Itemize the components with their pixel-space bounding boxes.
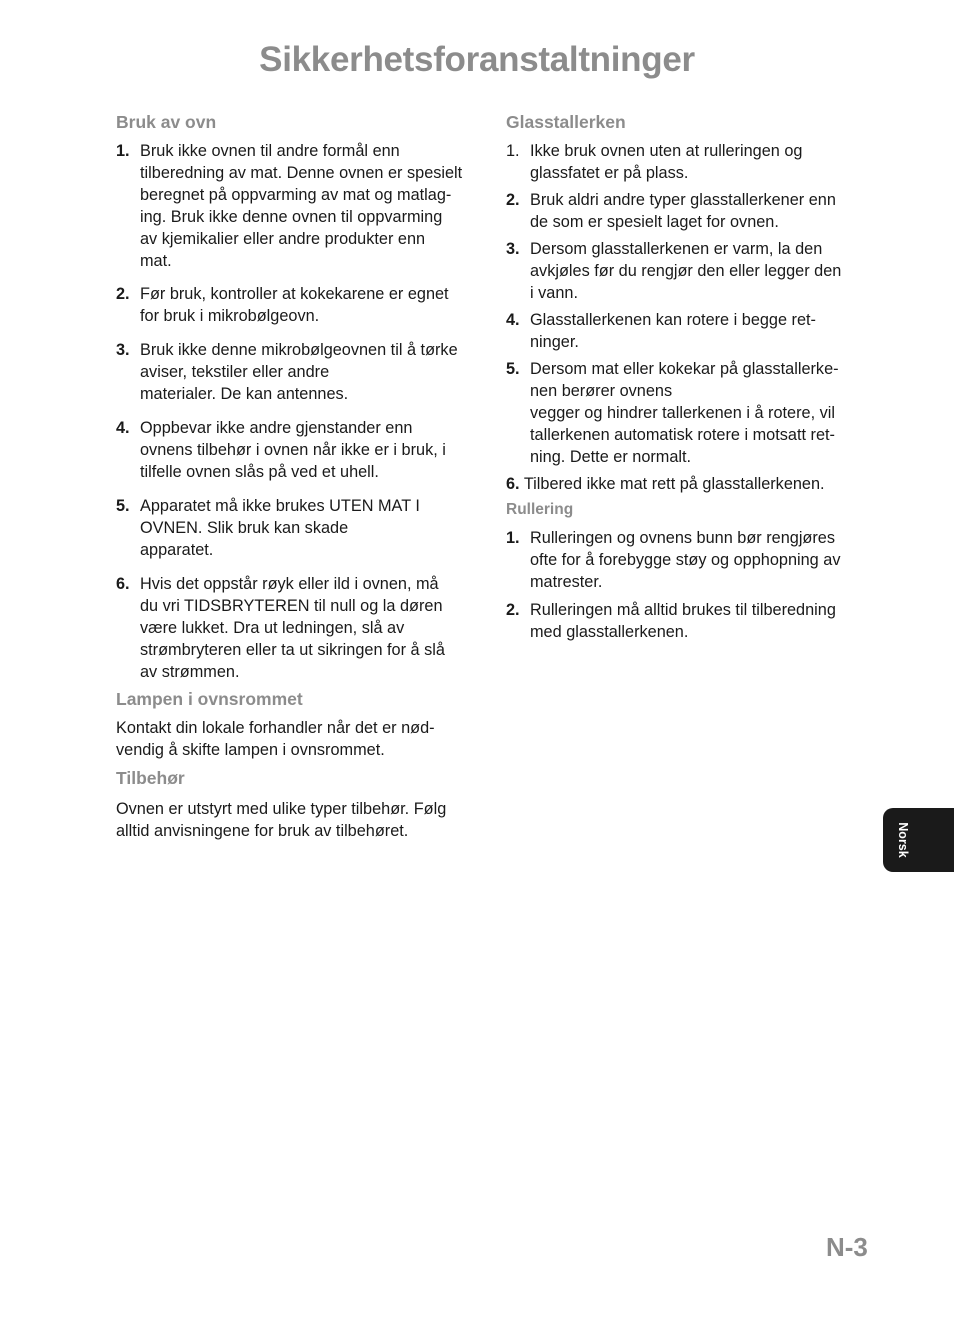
list-item xyxy=(116,573,486,683)
list-number: 2. xyxy=(506,601,520,619)
list-text xyxy=(530,140,871,184)
text-line: tilberedning av mat. Denne ovnen er spesielt xyxy=(140,164,463,182)
left-column xyxy=(116,110,486,842)
text-line: alltid anvisningene for bruk av tilbehøret. xyxy=(116,822,409,840)
tilbehor-paragraph xyxy=(116,798,486,842)
text-line: Hvis det oppstår røyk eller ild i ovnen, må xyxy=(140,575,439,593)
text-line: Kontakt din lokale forhandler når det er nød- xyxy=(116,719,435,737)
text-line: tilfelle ovnen slås på ved et uhell. xyxy=(140,463,379,481)
list-item xyxy=(506,599,871,643)
text-line: Bruk ikke ovnen til andre formål enn xyxy=(140,142,400,160)
text-line: for bruk i mikrobølgeovn. xyxy=(140,307,320,325)
text-line: Bruk aldri andre typer glasstallerkener enn xyxy=(530,191,836,209)
right-column xyxy=(506,110,871,643)
text-line: i vann. xyxy=(530,284,578,302)
list-item xyxy=(506,309,871,353)
text-line: Apparatet må ikke brukes UTEN MAT I xyxy=(140,497,420,515)
list-item xyxy=(116,417,486,483)
text-line: Dersom mat eller kokekar på glasstallerke- xyxy=(530,360,839,378)
text-line: Rulleringen og ovnens bunn bør rengjøres xyxy=(530,529,835,547)
text-line: Glasstallerkenen kan rotere i begge ret- xyxy=(530,311,816,329)
page-title: Sikkerhetsforanstaltninger xyxy=(259,40,695,79)
text-line: Oppbevar ikke andre gjenstander enn xyxy=(140,419,413,437)
text-line: Ikke bruk ovnen uten at rulleringen og xyxy=(530,142,803,160)
text-line: av strømmen. xyxy=(140,663,240,681)
text-line: ning. Dette er normalt. xyxy=(530,448,692,466)
list-text xyxy=(530,358,871,468)
section-heading-bruk-av-ovn: Bruk av ovn xyxy=(116,112,217,132)
section-heading-tilbehor: Tilbehør xyxy=(116,768,185,788)
list-item xyxy=(506,473,871,495)
list-number: 3. xyxy=(116,341,130,359)
list-item xyxy=(506,140,871,184)
list-text xyxy=(530,238,871,304)
list-item xyxy=(506,189,871,233)
list-number: 2. xyxy=(506,191,520,209)
text-line: ing. Bruk ikke denne ovnen til oppvarming xyxy=(140,208,443,226)
list-text xyxy=(530,599,871,643)
list-number: 3. xyxy=(506,240,520,258)
list-text xyxy=(140,417,486,483)
text-line: Ovnen er utstyrt med ulike typer tilbehør. Følg xyxy=(116,800,447,818)
list-number: 5. xyxy=(506,360,520,378)
list-item xyxy=(506,358,871,468)
list-text xyxy=(140,495,486,561)
text-line: mat. xyxy=(140,252,172,270)
text-line: OVNEN. Slik bruk kan skade xyxy=(140,519,349,537)
list-text xyxy=(530,527,871,593)
list-text xyxy=(140,573,486,683)
list-text: Tilbered ikke mat rett på glasstallerkenen. xyxy=(523,475,825,493)
list-item xyxy=(506,238,871,304)
list-number: 6. xyxy=(116,575,130,593)
text-line: strømbryteren eller ta ut sikringen for å slå xyxy=(140,641,445,659)
text-line: materialer. De kan antennes. xyxy=(140,385,349,403)
section-heading-glasstallerken: Glasstallerken xyxy=(506,112,626,132)
list-number: 4. xyxy=(506,311,520,329)
text-line: Rulleringen må alltid brukes til tilberedning xyxy=(530,601,836,619)
text-line: med glasstallerkenen. xyxy=(530,623,689,641)
list-text xyxy=(530,309,871,353)
lampen-paragraph xyxy=(116,717,486,761)
list-item xyxy=(116,140,486,272)
list-text xyxy=(530,189,871,233)
text-line: tallerkenen automatisk rotere i motsatt ret- xyxy=(530,426,835,444)
list-number: 4. xyxy=(116,419,130,437)
text-line: avkjøles før du rengjør den eller legger den xyxy=(530,262,842,280)
text-line: Før bruk, kontroller at kokekarene er egnet xyxy=(140,285,449,303)
text-line: være lukket. Dra ut ledningen, slå av xyxy=(140,619,405,637)
page-number: N-3 xyxy=(826,1232,868,1262)
list-text xyxy=(140,283,486,327)
text-line: apparatet. xyxy=(140,541,214,559)
language-tab-label: Norsk xyxy=(896,822,910,858)
section-heading-rullering: Rullering xyxy=(506,501,574,518)
text-line: glassfatet er på plass. xyxy=(530,164,689,182)
section-heading-lampen: Lampen i ovnsrommet xyxy=(116,689,303,709)
list-number: 1. xyxy=(116,142,130,160)
list-text xyxy=(140,339,486,405)
text-line: aviser, tekstiler eller andre xyxy=(140,363,330,381)
list-item xyxy=(506,527,871,593)
text-line: ofte for å forebygge støy og opphopning av xyxy=(530,551,841,569)
list-item xyxy=(116,339,486,405)
text-line: Dersom glasstallerkenen er varm, la den xyxy=(530,240,823,258)
text-line: beregnet på oppvarming av mat og matlag- xyxy=(140,186,452,204)
list-item xyxy=(116,283,486,327)
text-line: du vri TIDSBRYTEREN til null og la døren xyxy=(140,597,443,615)
text-line: Bruk ikke denne mikrobølgeovnen til å tørke xyxy=(140,341,458,359)
list-item xyxy=(116,495,486,561)
list-number: 1. xyxy=(506,142,520,160)
text-line: vendig å skifte lampen i ovnsrommet. xyxy=(116,741,385,759)
list-text xyxy=(140,140,486,272)
text-line: nen berører ovnens xyxy=(530,382,673,400)
list-number: 6. xyxy=(506,475,520,493)
language-tab xyxy=(883,808,954,872)
text-line: de som er spesielt laget for ovnen. xyxy=(530,213,779,231)
text-line: av kjemikalier eller andre produkter enn xyxy=(140,230,426,248)
text-line: matrester. xyxy=(530,573,603,591)
list-number: 5. xyxy=(116,497,130,515)
text-line: ovnens tilbehør i ovnen når ikke er i bruk, i xyxy=(140,441,446,459)
list-number: 1. xyxy=(506,529,520,547)
text-line: vegger og hindrer tallerkenen i å rotere, vil xyxy=(530,404,835,422)
list-number: 2. xyxy=(116,285,130,303)
text-line: ninger. xyxy=(530,333,579,351)
